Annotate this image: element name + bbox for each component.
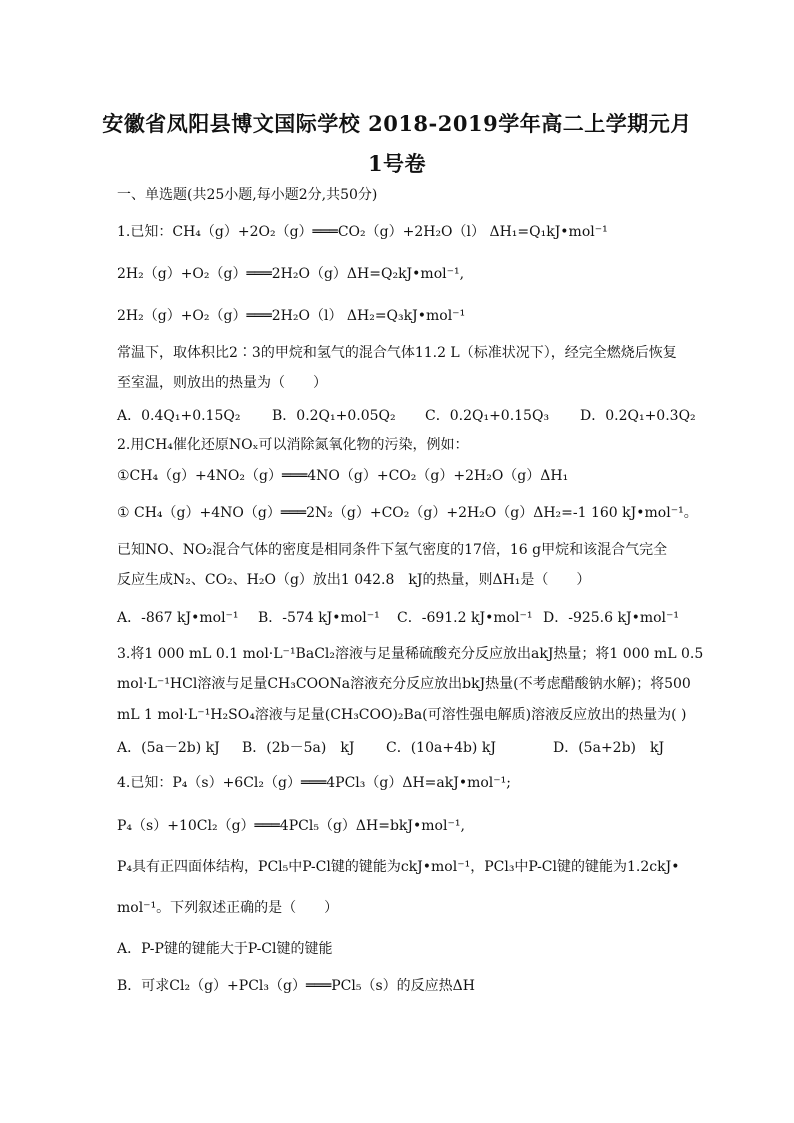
q3-option-c[interactable]: C．(10a+4b) kJ [386, 740, 496, 756]
q3-text-line3: mL 1 mol·L⁻¹H₂SO₄溶液与足量(CH₃COO)₂Ba(可溶性强电解质)溶液反应放出的热量为( ) [117, 707, 687, 723]
q4-text-line1: P₄具有正四面体结构，PCl₅中P-Cl键的键能为ckJ•mol⁻¹，PCl₃中P-Cl键的键能为1.2ckJ• [117, 859, 680, 875]
q1-equation-2: 2H₂（g）+O₂（g）═══2H₂O（g）ΔH=Q₂kJ•mol⁻¹, [117, 266, 465, 282]
q1-option-c[interactable]: C．0.2Q₁+0.15Q₃ [425, 408, 550, 424]
section-heading: 一、单选题(共25小题,每小题2分,共50分) [117, 187, 378, 203]
q3-option-b[interactable]: B．(2b－5a) kJ [242, 740, 355, 756]
q1-option-d[interactable]: D．0.2Q₁+0.3Q₂ [580, 408, 696, 424]
q1-text-line2: 至室温，则放出的热量为（ ） [117, 375, 327, 391]
q1-equation-3: 2H₂（g）+O₂（g）═══2H₂O（l） ΔH₂=Q₃kJ•mol⁻¹ [117, 308, 466, 324]
q3-options [117, 737, 687, 755]
q1-text-line1: 常温下，取体积比2∶3的甲烷和氢气的混合气体11.2 L（标准状况下），经完全燃烧后恢复 [117, 345, 677, 361]
q4-text-line2: mol⁻¹。下列叙述正确的是（ ） [117, 900, 339, 916]
q3-text-line1: 3.将1 000 mL 0.1 mol·L⁻¹BaCl₂溶液与足量稀硫酸充分反应放出akJ热量；将1 000 mL 0.5 [117, 646, 704, 662]
q2-stem: 2.用CH₄催化还原NOₓ可以消除氮氧化物的污染，例如： [117, 437, 469, 453]
q2-equation-1: ①CH₄（g）+4NO₂（g）═══4NO（g）+CO₂（g）+2H₂O（g）ΔH₁ [117, 468, 569, 484]
q4-equation-1: 4.已知：P₄（s）+6Cl₂（g）═══4PCl₃（g）ΔH=akJ•mol⁻¹; [117, 775, 512, 791]
q2-equation-2: ① CH₄（g）+4NO（g）═══2N₂（g）+CO₂（g）+2H₂O（g）ΔH₂=-1 160 kJ•mol⁻¹。 [117, 505, 698, 521]
q2-option-b[interactable]: B．-574 kJ•mol⁻¹ [258, 610, 380, 626]
q2-option-c[interactable]: C．-691.2 kJ•mol⁻¹ [397, 610, 533, 626]
document-title-line1: 安徽省凤阳县博文国际学校 2018-2019学年高二上学期元月 [102, 111, 692, 136]
q2-text-line2: 反应生成N₂、CO₂、H₂O（g）放出1 042.8 kJ的热量，则ΔH₁是（ ） [117, 572, 591, 588]
q2-text-line1: 已知NO、NO₂混合气体的密度是相同条件下氢气密度的17倍，16 g甲烷和该混合气完全 [117, 542, 668, 558]
q2-option-d[interactable]: D．-925.6 kJ•mol⁻¹ [543, 610, 680, 626]
q3-text-line2: mol·L⁻¹HCl溶液与足量CH₃COONa溶液充分反应放出bkJ热量(不考虑醋酸钠水解)；将500 [117, 676, 691, 692]
q1-option-b[interactable]: B．0.2Q₁+0.05Q₂ [272, 408, 396, 424]
q1-options [117, 405, 696, 424]
q4-option-a[interactable]: A．P-P键的键能大于P-Cl键的键能 [117, 941, 333, 957]
q3-option-a[interactable]: A．(5a－2b) kJ [117, 740, 220, 756]
q2-options [117, 607, 687, 625]
q3-option-d[interactable]: D．(5a+2b) kJ [553, 740, 665, 756]
q2-option-a[interactable]: A．-867 kJ•mol⁻¹ [117, 610, 239, 626]
q1-stem: 1.已知：CH₄（g）+2O₂（g）═══CO₂（g）+2H₂O（l） ΔH₁=Q₁kJ•mol⁻¹ [117, 224, 608, 240]
q4-equation-2: P₄（s）+10Cl₂（g）═══4PCl₅（g）ΔH=bkJ•mol⁻¹, [117, 818, 465, 834]
q1-option-a[interactable]: A．0.4Q₁+0.15Q₂ [117, 408, 241, 424]
document-title-line2: 1号卷 [367, 151, 427, 176]
q4-option-b[interactable]: B．可求Cl₂（g）+PCl₃（g）═══PCl₅（s）的反应热ΔH [117, 978, 475, 994]
